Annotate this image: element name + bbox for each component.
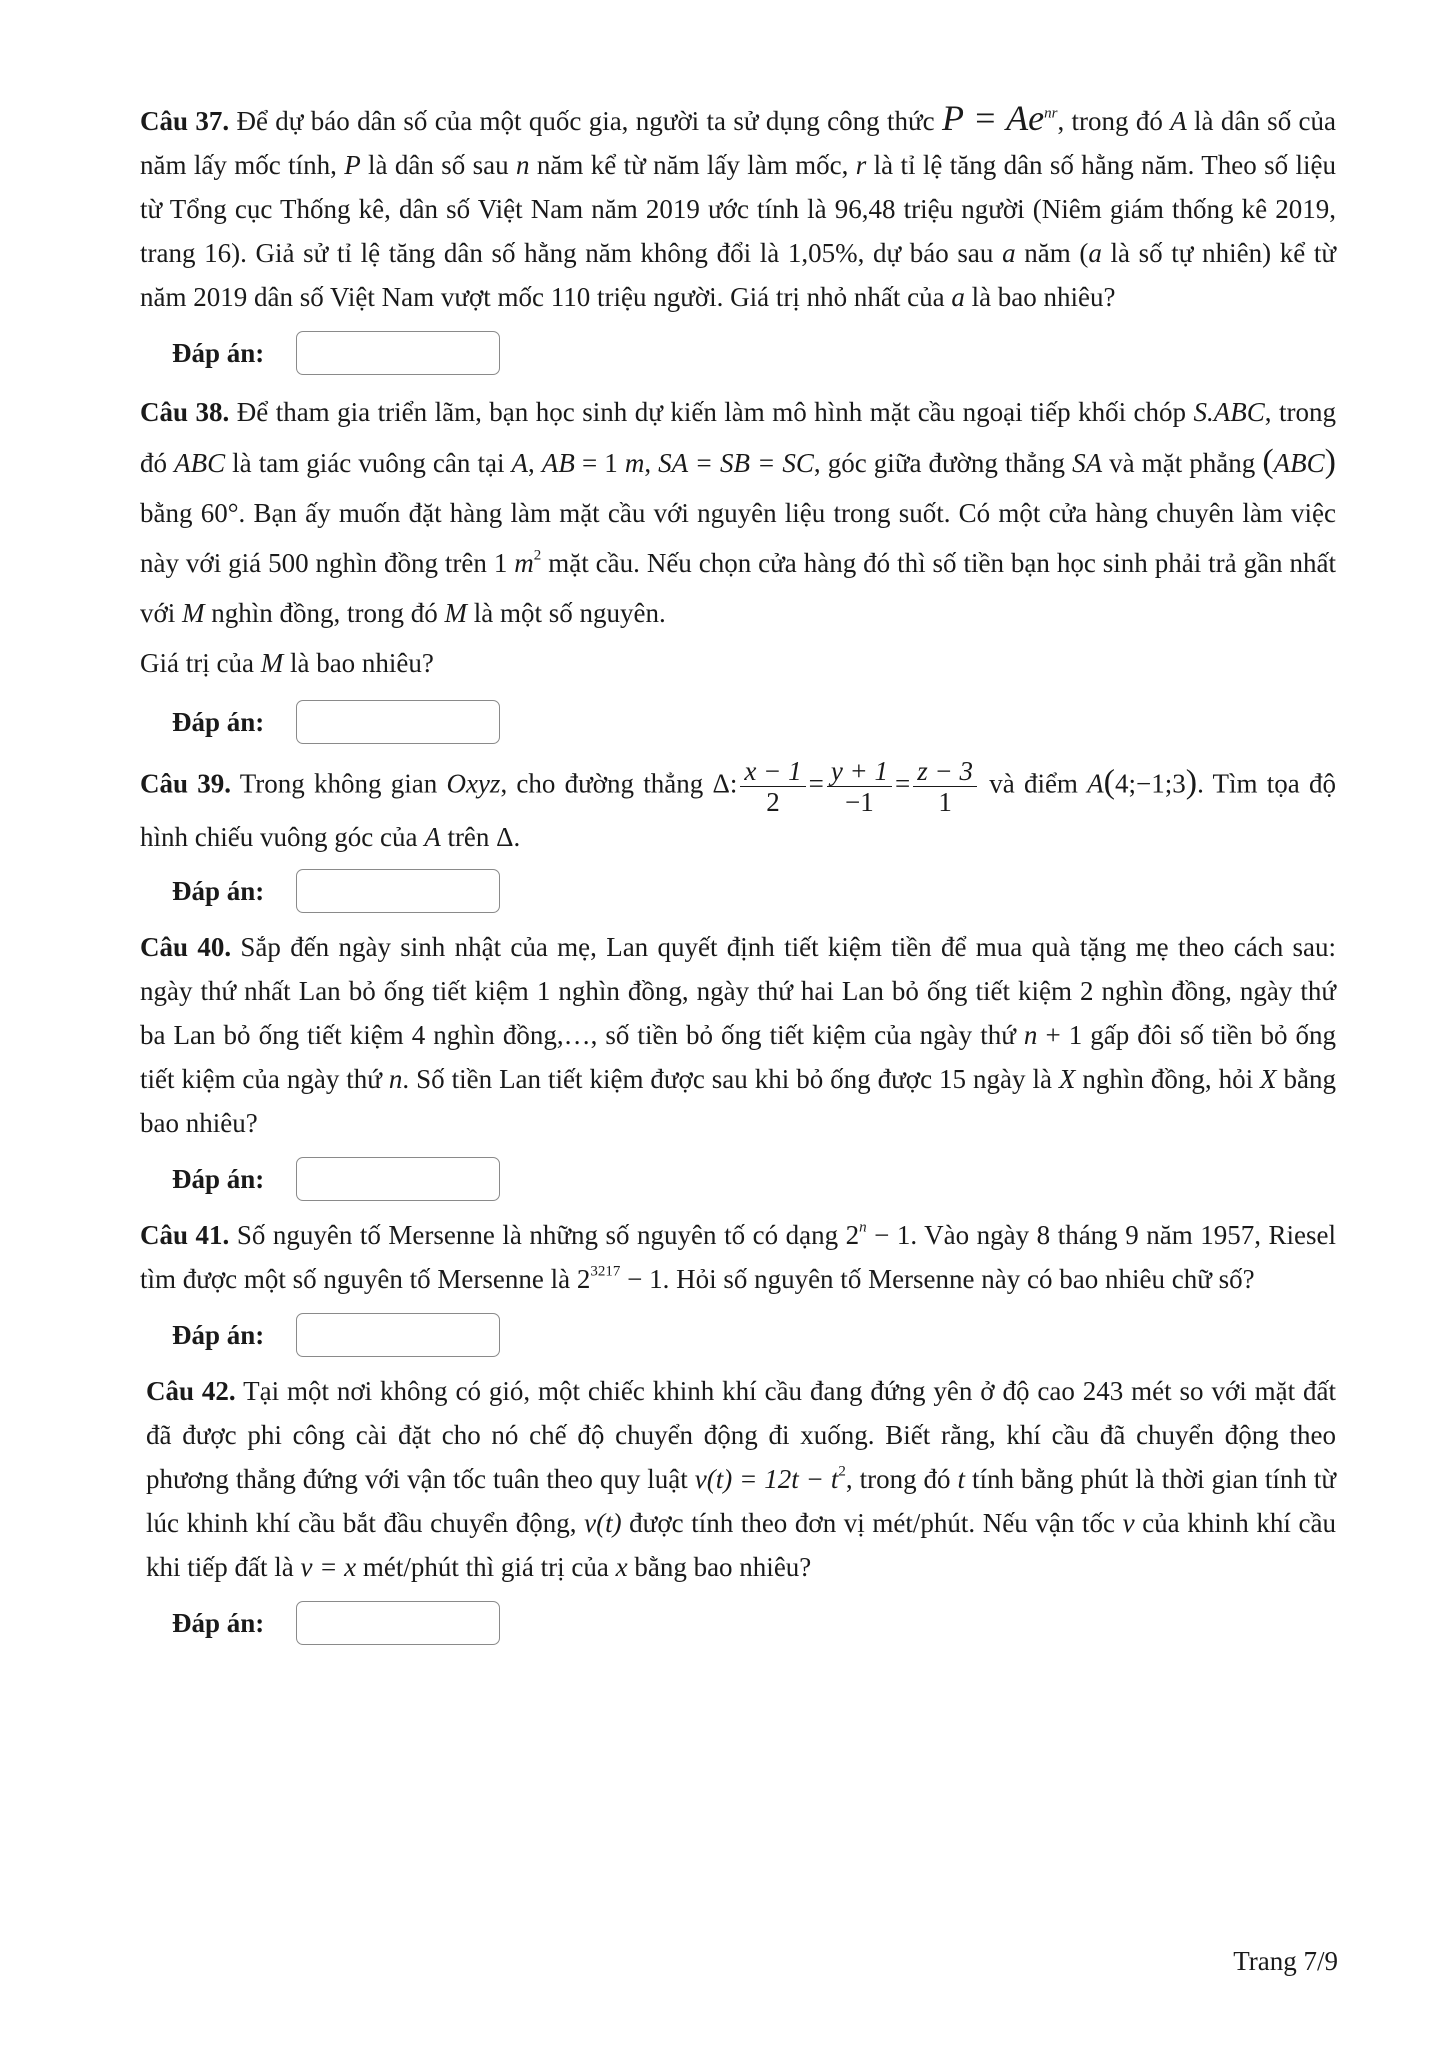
answer-row-42 <box>172 1595 1336 1651</box>
var: v <box>1122 1508 1135 1538</box>
text: tính bằng phút là thời gian tính từ lúc khinh khí cầu bắt đầu chuyển động, <box>146 1464 1336 1538</box>
text: Giá trị của <box>140 648 261 678</box>
answer-box-41[interactable] <box>296 1313 500 1357</box>
var: X <box>1058 1064 1076 1094</box>
answer-label: Đáp án: <box>172 1319 265 1350</box>
text: là tỉ lệ tăng dân số hằng năm. Theo số liệu từ Tổng cục Thống kê, dân số Việt Nam năm 2019 ước tính là 96,48 triệu người (Niêm giám thống kê 2019, trang 16). Giả sử tỉ lệ tăng dân số hằng năm không đổi là 1,05%, dự báo sau <box>140 150 1336 268</box>
text: , góc giữa đường thẳng <box>813 448 1073 478</box>
text: năm ( <box>1015 238 1089 268</box>
answer-label: Đáp án: <box>172 1163 265 1194</box>
fraction-numerator: y + 1 <box>827 756 892 787</box>
var: v(t) <box>584 1508 622 1538</box>
text: Để tham gia triển lãm, bạn học sinh dự kiến làm mô hình mặt cầu ngoại tiếp khối chóp <box>229 397 1194 427</box>
question-40-number: Câu 40. <box>140 932 232 962</box>
text: , <box>644 448 659 478</box>
answer-row-41 <box>172 1307 1336 1363</box>
answer-label: Đáp án: <box>172 875 265 906</box>
question-40 <box>140 925 1336 1207</box>
exponent: 3217 <box>590 1263 621 1280</box>
var: A <box>424 822 441 852</box>
text: . Tìm tọa độ hình chiếu vuông góc của <box>140 768 1336 852</box>
question-38-subquestion <box>140 638 1336 688</box>
fraction-y <box>827 756 892 817</box>
var: A <box>1087 768 1104 799</box>
text: mặt cầu. Nếu chọn cửa hàng đó thì số tiền bạn học sinh phải trả gần nhất với <box>140 548 1336 628</box>
velocity-formula: v(t) = 12t − t <box>694 1464 839 1494</box>
var: SA <box>1072 448 1103 478</box>
text: + 1 <box>1037 1020 1083 1050</box>
fraction-x <box>740 756 805 817</box>
answer-box-42[interactable] <box>296 1601 500 1645</box>
text: mét/phút thì giá trị của <box>356 1552 616 1582</box>
var: Oxyz <box>446 768 501 799</box>
question-40-text <box>140 925 1336 1145</box>
text: Để dự báo dân số của một quốc gia, người ta sử dụng công thức <box>229 106 942 136</box>
var: t <box>957 1464 966 1494</box>
answer-box-38[interactable] <box>296 700 500 744</box>
var: ABC <box>174 448 226 478</box>
var: n <box>1023 1020 1038 1050</box>
answer-box-40[interactable] <box>296 1157 500 1201</box>
var: a <box>1088 238 1102 268</box>
text: nghìn đồng, hỏi <box>1075 1064 1261 1094</box>
var: P <box>344 150 361 180</box>
question-38-text <box>140 387 1336 638</box>
text: gấp đôi số tiền bỏ ống tiết kiệm của ngày thứ <box>140 1020 1336 1094</box>
text: , trong đó <box>140 397 1337 478</box>
question-39-text <box>140 756 1336 857</box>
text: , trong đó <box>845 1464 958 1494</box>
answer-row-40 <box>172 1151 1336 1207</box>
formula-exponent: nr <box>1044 105 1058 122</box>
var: A <box>1170 106 1187 136</box>
var: ABC <box>1273 448 1325 478</box>
paren: ) <box>1185 763 1198 801</box>
var: M <box>260 648 284 678</box>
answer-label: Đáp án: <box>172 706 265 737</box>
text: bằng bao nhiêu? <box>627 1552 812 1582</box>
text: , <box>528 448 542 478</box>
text: và điểm <box>980 768 1088 799</box>
paren: ) <box>1324 443 1336 480</box>
page-number: Trang 7/9 <box>1233 1946 1338 1976</box>
question-37-number: Câu 37. <box>140 106 230 136</box>
equals-sign: = <box>808 768 824 799</box>
fraction-denominator: 2 <box>766 787 780 817</box>
fraction-denominator: 1 <box>938 787 952 817</box>
answer-row-37 <box>172 325 1336 381</box>
text: Tại một nơi không có gió, một chiếc khinh khí cầu đang đứng yên ở độ cao 243 mét so với mặt đất đã được phi công cài đặt cho nó chế độ chuyển động đi xuống. Biết rằng, khí cầu đã chuyển động theo phương thẳng đứng với vận tốc tuân theo quy luật <box>146 1376 1336 1494</box>
answer-box-39[interactable] <box>296 869 500 913</box>
question-42 <box>140 1369 1336 1651</box>
text: và mặt phẳng <box>1102 448 1263 478</box>
point-coordinates: 4;−1;3 <box>1115 768 1186 799</box>
var: m <box>624 448 645 478</box>
question-42-text <box>140 1369 1336 1589</box>
var: A <box>511 448 529 478</box>
var: X <box>1260 1064 1277 1094</box>
text: . Số tiền Lan tiết kiệm được sau khi bỏ ống được 15 ngày là <box>402 1064 1059 1094</box>
equals-sign: = <box>895 768 911 799</box>
text: là dân số sau <box>360 150 516 180</box>
fraction-denominator: −1 <box>845 787 874 817</box>
var: AB <box>541 448 575 478</box>
answer-row-38 <box>172 694 1336 750</box>
question-41-number: Câu 41. <box>140 1220 230 1250</box>
var: a <box>951 282 965 312</box>
text: là dân số của năm lấy mốc tính, <box>140 106 1337 180</box>
text: Sắp đến ngày sinh nhật của mẹ, Lan quyết định tiết kiệm tiền để mua quà tặng mẹ theo cách sau: ngày thứ nhất Lan bỏ ống tiết kiệm 1 nghìn đồng, ngày thứ hai Lan bỏ ống tiết kiệm 2 nghìn đồng, ngày thứ ba Lan bỏ ống tiết kiệm 4 nghìn đồng,…, số tiền bỏ ống tiết kiệm của ngày thứ <box>140 932 1336 1050</box>
document-page <box>140 96 1336 1657</box>
var: r <box>855 150 867 180</box>
paren: ( <box>1103 763 1115 801</box>
text: = 1 <box>574 448 625 478</box>
population-formula: P = Ae <box>941 98 1045 138</box>
text: là tam giác vuông cân tại <box>225 448 512 478</box>
exponent: n <box>859 1219 867 1236</box>
question-41-text <box>140 1213 1336 1301</box>
answer-label: Đáp án: <box>172 1607 265 1638</box>
paren: ( <box>1262 443 1274 480</box>
var: m <box>514 548 534 578</box>
text: Trong không gian <box>231 768 447 799</box>
var: a <box>1002 238 1016 268</box>
text: trên Δ. <box>440 822 521 852</box>
var: M <box>444 598 468 628</box>
exponent: 2 <box>533 547 542 564</box>
question-37 <box>140 96 1336 381</box>
answer-label: Đáp án: <box>172 337 265 368</box>
text: − 1. Hỏi số nguyên tố Mersenne này có bao nhiêu chữ số? <box>620 1264 1255 1294</box>
fraction-numerator: x − 1 <box>740 756 805 787</box>
answer-box-37[interactable] <box>296 331 500 375</box>
text: nghìn đồng, trong đó <box>204 598 445 628</box>
text: năm kể từ năm lấy làm mốc, <box>529 150 856 180</box>
var: SA = SB = SC <box>658 448 814 478</box>
text: bằng 60°. Bạn ấy muốn đặt hàng làm mặt cầu với nguyên liệu trong suốt. Có một cửa hàng chuyên làm việc này với giá 500 nghìn đồng trên 1 <box>140 498 1336 578</box>
var: M <box>182 598 205 628</box>
text: là một số nguyên. <box>467 598 666 628</box>
question-41 <box>140 1213 1336 1363</box>
question-39 <box>140 756 1336 919</box>
fraction-numerator: z − 3 <box>913 756 977 787</box>
text: là số tự nhiên) kể từ năm 2019 dân số Việt Nam vượt mốc 110 triệu người. Giá trị nhỏ nhất của <box>140 238 1336 312</box>
text: − 1. Vào ngày 8 tháng 9 năm 1957, Riesel tìm được một số nguyên tố Mersenne là 2 <box>140 1220 1336 1294</box>
text: là bao nhiêu? <box>283 648 434 678</box>
question-42-number: Câu 42. <box>146 1376 236 1406</box>
text: , cho đường thẳng Δ: <box>500 768 738 799</box>
text: Số nguyên tố Mersenne là những số nguyên tố có dạng 2 <box>229 1220 860 1250</box>
fraction-z <box>913 756 977 817</box>
var: v = x <box>300 1552 357 1582</box>
question-38-number: Câu 38. <box>140 397 230 427</box>
question-38 <box>140 387 1336 750</box>
exponent: 2 <box>838 1463 846 1480</box>
var: x <box>615 1552 628 1582</box>
text: được tính theo đơn vị mét/phút. Nếu vận tốc <box>621 1508 1123 1538</box>
var: S.ABC <box>1193 397 1265 427</box>
answer-row-39 <box>172 863 1336 919</box>
var: n <box>388 1064 403 1094</box>
question-37-text <box>140 96 1336 319</box>
text: của khinh khí cầu khi tiếp đất là <box>146 1508 1336 1582</box>
var: n <box>516 150 530 180</box>
text: bằng bao nhiêu? <box>140 1064 1336 1138</box>
text: là bao nhiêu? <box>964 282 1116 312</box>
question-39-number: Câu 39. <box>140 768 231 799</box>
text: , trong đó <box>1057 106 1171 136</box>
